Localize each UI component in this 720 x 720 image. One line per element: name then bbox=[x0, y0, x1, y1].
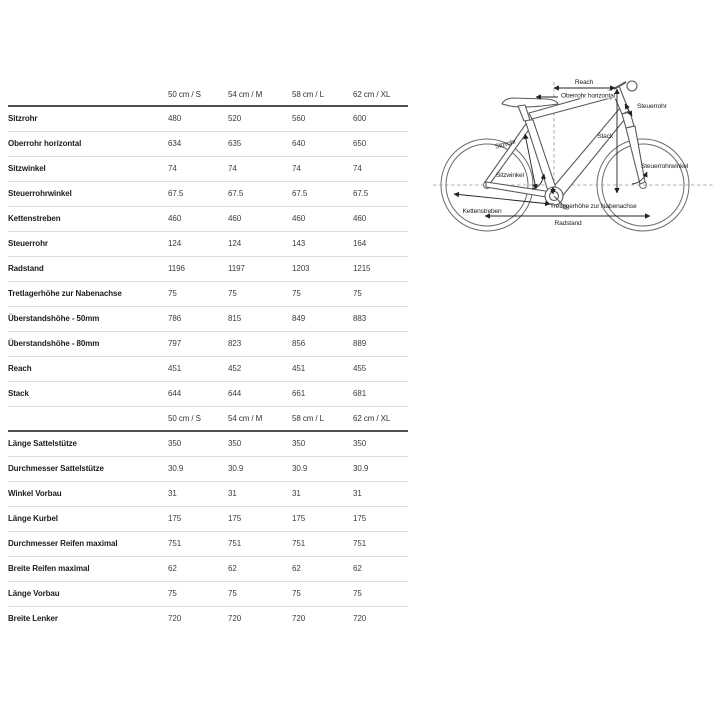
value-cell: 67.5 bbox=[228, 181, 292, 206]
value-cell: 460 bbox=[353, 206, 408, 231]
value-cell: 460 bbox=[168, 206, 228, 231]
value-cell: 124 bbox=[228, 231, 292, 256]
value-cell: 30.9 bbox=[292, 456, 353, 481]
size-column-header: 62 cm / XL bbox=[353, 406, 408, 431]
table-row bbox=[8, 206, 408, 231]
value-cell: 751 bbox=[292, 531, 353, 556]
seat-tube-label: Sitzrohr bbox=[494, 138, 517, 151]
row-label: Tretlagerhöhe zur Nabenachse bbox=[8, 281, 168, 306]
value-cell: 644 bbox=[168, 381, 228, 406]
value-cell: 455 bbox=[353, 356, 408, 381]
value-cell: 143 bbox=[292, 231, 353, 256]
value-cell: 30.9 bbox=[353, 456, 408, 481]
table-row bbox=[8, 556, 408, 581]
handlebar-grip bbox=[627, 81, 637, 91]
bike-geometry-diagram bbox=[428, 56, 718, 256]
value-cell: 31 bbox=[292, 481, 353, 506]
value-cell: 350 bbox=[353, 431, 408, 456]
size-column-header: 54 cm / M bbox=[228, 84, 292, 106]
value-cell: 640 bbox=[292, 131, 353, 156]
value-cell: 856 bbox=[292, 331, 353, 356]
geometry-table bbox=[8, 84, 408, 631]
row-label: Überstandshöhe - 80mm bbox=[8, 331, 168, 356]
value-cell: 786 bbox=[168, 306, 228, 331]
table-row bbox=[8, 306, 408, 331]
value-cell: 452 bbox=[228, 356, 292, 381]
corner-cell bbox=[8, 406, 168, 431]
row-label: Steuerrohrwinkel bbox=[8, 181, 168, 206]
value-cell: 75 bbox=[168, 281, 228, 306]
value-cell: 350 bbox=[292, 431, 353, 456]
fork-leg bbox=[626, 126, 645, 184]
row-label: Durchmesser Sattelstütze bbox=[8, 456, 168, 481]
value-cell: 451 bbox=[168, 356, 228, 381]
top-tube-label: Oberrohr horizontal bbox=[561, 92, 615, 100]
row-label: Oberrohr horizontal bbox=[8, 131, 168, 156]
table-row bbox=[8, 606, 408, 631]
value-cell: 661 bbox=[292, 381, 353, 406]
head-angle-label: Steuerrohrwinkel bbox=[641, 163, 689, 170]
value-cell: 520 bbox=[228, 106, 292, 131]
value-cell: 175 bbox=[353, 506, 408, 531]
table-row bbox=[8, 581, 408, 606]
table-row bbox=[8, 531, 408, 556]
table-row bbox=[8, 256, 408, 281]
value-cell: 75 bbox=[168, 581, 228, 606]
value-cell: 480 bbox=[168, 106, 228, 131]
value-cell: 62 bbox=[228, 556, 292, 581]
value-cell: 74 bbox=[353, 156, 408, 181]
value-cell: 31 bbox=[168, 481, 228, 506]
wheelbase-label: Radstand bbox=[554, 220, 582, 227]
row-label: Länge Vorbau bbox=[8, 581, 168, 606]
table-row bbox=[8, 231, 408, 256]
value-cell: 815 bbox=[228, 306, 292, 331]
value-cell: 75 bbox=[292, 581, 353, 606]
value-cell: 175 bbox=[292, 506, 353, 531]
value-cell: 751 bbox=[168, 531, 228, 556]
value-cell: 30.9 bbox=[228, 456, 292, 481]
value-cell: 175 bbox=[168, 506, 228, 531]
row-label: Kettenstreben bbox=[8, 206, 168, 231]
value-cell: 849 bbox=[292, 306, 353, 331]
value-cell: 74 bbox=[228, 156, 292, 181]
size-column-header: 58 cm / L bbox=[292, 406, 353, 431]
value-cell: 1215 bbox=[353, 256, 408, 281]
value-cell: 62 bbox=[353, 556, 408, 581]
row-label: Steuerrohr bbox=[8, 231, 168, 256]
value-cell: 460 bbox=[292, 206, 353, 231]
table-row bbox=[8, 331, 408, 356]
value-cell: 75 bbox=[353, 581, 408, 606]
row-label: Reach bbox=[8, 356, 168, 381]
row-label: Breite Reifen maximal bbox=[8, 556, 168, 581]
size-header-row bbox=[8, 406, 408, 431]
value-cell: 460 bbox=[228, 206, 292, 231]
corner-cell bbox=[8, 84, 168, 106]
table-row bbox=[8, 106, 408, 131]
stack-label: Stack bbox=[597, 133, 613, 140]
value-cell: 75 bbox=[228, 281, 292, 306]
size-column-header: 50 cm / S bbox=[168, 406, 228, 431]
table-row bbox=[8, 156, 408, 181]
value-cell: 650 bbox=[353, 131, 408, 156]
size-column-header: 62 cm / XL bbox=[353, 84, 408, 106]
value-cell: 67.5 bbox=[168, 181, 228, 206]
value-cell: 67.5 bbox=[292, 181, 353, 206]
value-cell: 720 bbox=[228, 614, 242, 624]
row-label: Winkel Vorbau bbox=[8, 481, 168, 506]
table-row bbox=[8, 381, 408, 406]
value-cell: 560 bbox=[292, 106, 353, 131]
value-cell: 350 bbox=[228, 431, 292, 456]
row-label: Länge Kurbel bbox=[8, 506, 168, 531]
saddle bbox=[502, 98, 558, 107]
row-label: Überstandshöhe - 50mm bbox=[8, 306, 168, 331]
size-header-row bbox=[8, 84, 408, 106]
size-column-header: 54 cm / M bbox=[228, 406, 292, 431]
value-cell: 634 bbox=[168, 131, 228, 156]
reach-label: Reach bbox=[574, 79, 594, 86]
row-label: Durchmesser Reifen maximal bbox=[8, 531, 168, 556]
value-cell: 124 bbox=[168, 231, 228, 256]
size-column-header: 50 cm / S bbox=[168, 84, 228, 106]
value-cell: 720 bbox=[353, 614, 367, 624]
table-row bbox=[8, 181, 408, 206]
value-cell: 31 bbox=[353, 481, 408, 506]
value-cell: 350 bbox=[168, 431, 228, 456]
value-cell: 164 bbox=[353, 231, 408, 256]
value-cell: 644 bbox=[228, 381, 292, 406]
head-tube-label: Steuerrohr bbox=[637, 103, 667, 110]
value-cell: 75 bbox=[228, 581, 292, 606]
value-cell: 889 bbox=[353, 331, 408, 356]
chain-stay bbox=[486, 182, 552, 198]
table-row bbox=[8, 456, 408, 481]
value-cell: 635 bbox=[228, 131, 292, 156]
value-cell: 175 bbox=[228, 506, 292, 531]
value-cell: 751 bbox=[228, 531, 292, 556]
value-cell: 74 bbox=[292, 156, 353, 181]
value-cell: 883 bbox=[353, 306, 408, 331]
table-row bbox=[8, 131, 408, 156]
value-cell: 451 bbox=[292, 356, 353, 381]
value-cell: 31 bbox=[228, 481, 292, 506]
table-row bbox=[8, 356, 408, 381]
table-row bbox=[8, 481, 408, 506]
value-cell: 797 bbox=[168, 331, 228, 356]
table-row bbox=[8, 281, 408, 306]
value-cell: 681 bbox=[353, 381, 408, 406]
value-cell: 67.5 bbox=[353, 181, 408, 206]
value-cell: 1203 bbox=[292, 256, 353, 281]
row-label: Radstand bbox=[8, 256, 168, 281]
row-label: Sitzwinkel bbox=[8, 156, 168, 181]
row-label: Sitzrohr bbox=[8, 106, 168, 131]
row-label: Stack bbox=[8, 381, 168, 406]
value-cell: 720 bbox=[292, 614, 306, 624]
value-cell: 30.9 bbox=[168, 456, 228, 481]
table-row bbox=[8, 431, 408, 456]
size-column-header: 58 cm / L bbox=[292, 84, 353, 106]
row-label: Breite Lenker bbox=[8, 614, 58, 624]
value-cell: 62 bbox=[292, 556, 353, 581]
value-cell: 62 bbox=[168, 556, 228, 581]
fork-crown bbox=[622, 112, 634, 128]
table-row bbox=[8, 506, 408, 531]
bb-drop-label: Tretlagerhöhe zur Nabenachse bbox=[550, 203, 637, 210]
value-cell: 720 bbox=[168, 614, 182, 624]
value-cell: 600 bbox=[353, 106, 408, 131]
value-cell: 1197 bbox=[228, 256, 292, 281]
value-cell: 75 bbox=[292, 281, 353, 306]
value-cell: 74 bbox=[168, 156, 228, 181]
chainstay-label: Kettenstreben bbox=[462, 208, 502, 215]
value-cell: 751 bbox=[353, 531, 408, 556]
row-label: Länge Sattelstütze bbox=[8, 431, 168, 456]
value-cell: 75 bbox=[353, 281, 408, 306]
value-cell: 823 bbox=[228, 331, 292, 356]
value-cell: 1196 bbox=[168, 256, 228, 281]
head-tube bbox=[611, 86, 629, 114]
seat-angle-label: Sitzwinkel bbox=[496, 172, 524, 179]
